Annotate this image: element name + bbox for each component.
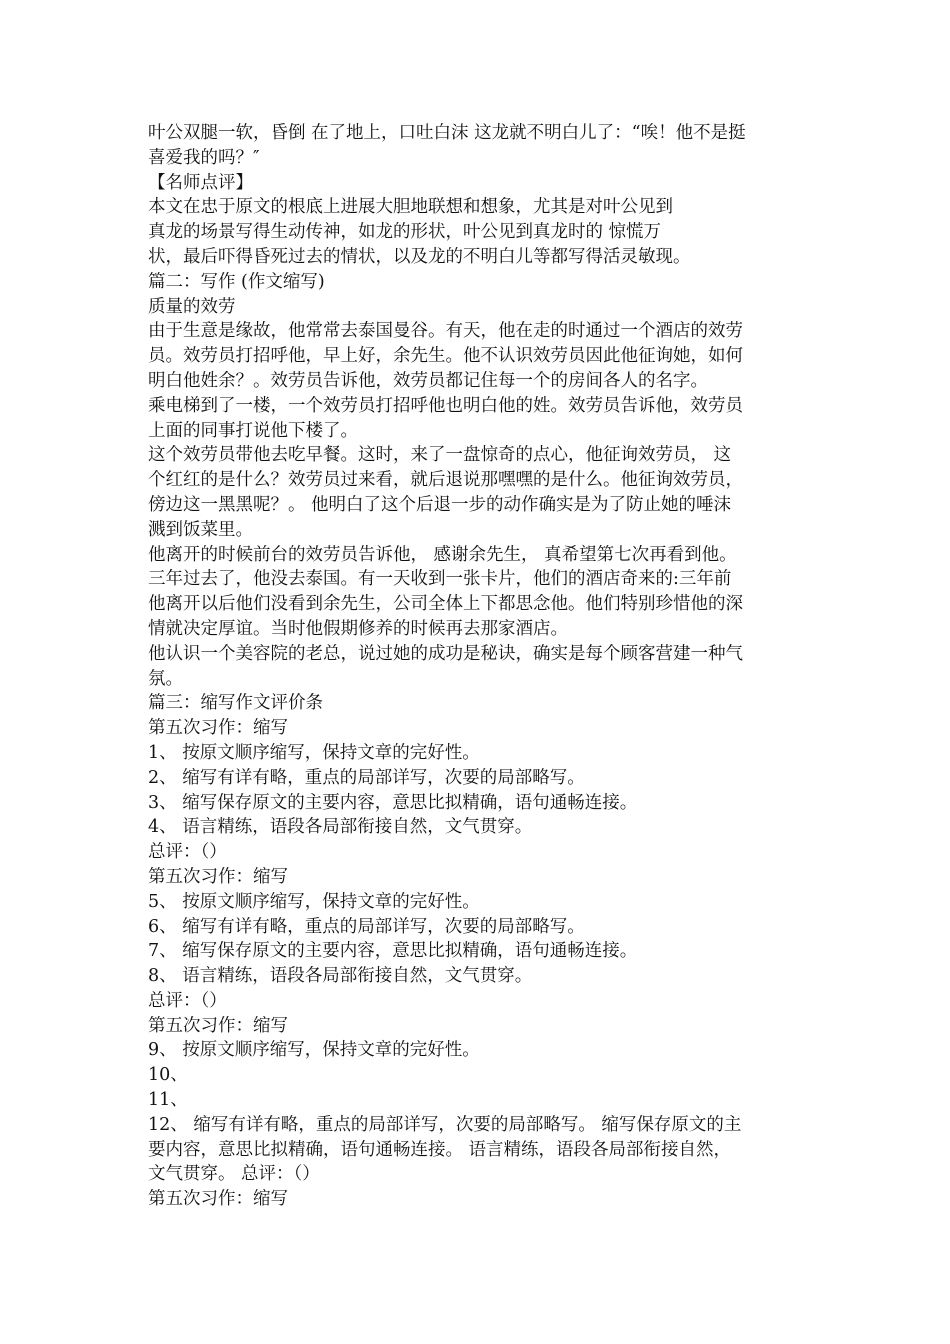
text-line: 傍边这一黑黑呢？。 他明白了这个后退一步的动作确实是为了防止她的唾沫 — [148, 494, 732, 515]
text-line: 情就决定厚谊。当时他假期修养的时候再去那家酒店。 — [148, 618, 568, 639]
text-line: 他离开的时候前台的效劳员告诉他， 感谢余先生， 真希望第七次再看到他。 — [148, 544, 737, 565]
list-item: 1、 按原文顺序缩写，保持文章的完好性。 — [148, 742, 480, 763]
text-line: 叶公双腿一软，昏倒 在了地上，口吐白沫 这龙就不明白儿了：“唉！他不是挺 — [148, 123, 746, 143]
document-body — [148, 121, 808, 1212]
article-title: 质量的效劳 — [148, 296, 236, 317]
text-line: 上面的同事打说他下楼了。 — [148, 420, 358, 441]
list-item: 5、 按原文顺序缩写，保持文章的完好性。 — [148, 891, 480, 912]
list-item: 9、 按原文顺序缩写，保持文章的完好性。 — [148, 1040, 480, 1061]
text-line: 他离开以后他们没看到余先生，公司全体上下都思念他。他们特别珍惜他的深 — [148, 594, 743, 615]
total-score-line: 总评：（） — [148, 990, 227, 1011]
text-line: 这个效劳员带他去吃早餐。这时，来了一盘惊奇的点心，他征询效劳员， 这 — [148, 445, 732, 466]
subsection-heading: 第五次习作：缩写 — [148, 866, 288, 887]
section-heading: 篇三：缩写作文评价条 — [148, 693, 323, 714]
text-line: 溅到饭菜里。 — [148, 519, 253, 540]
text-line: 他认识一个美容院的老总，说过她的成功是秘诀，确实是每个顾客营建一种气 — [148, 643, 743, 664]
list-item: 8、 语言精练，语段各局部衔接自然，文气贯穿。 — [148, 966, 533, 987]
list-item: 3、 缩写保存原文的主要内容，意思比拟精确，语句通畅连接。 — [148, 792, 638, 813]
text-line: 个红红的是什么？效劳员过来看，就后退说那嘿嘿的是什么。他征询效劳员， — [148, 470, 743, 491]
text-line: 喜爱我的吗？″ — [148, 147, 260, 168]
text-line: 明白他姓余？。效劳员告诉他，效劳员都记住每一个的房间各人的名字。 — [148, 370, 708, 391]
list-item: 10、 — [148, 1065, 188, 1086]
subsection-heading: 第五次习作：缩写 — [148, 1189, 288, 1210]
text-line: 由于生意是缘故，他常常去泰国曼谷。有天，他在走的时通过一个酒店的效劳 — [148, 321, 743, 342]
list-item: 12、 缩写有详有略，重点的局部详写，次要的局部略写。 缩写保存原文的主 — [148, 1114, 742, 1135]
subsection-heading: 第五次习作：缩写 — [148, 1015, 288, 1036]
total-score-line: 总评：（） — [148, 842, 227, 863]
text-line: 文气贯穿。 总评：（） — [148, 1164, 320, 1185]
subsection-heading: 第五次习作：缩写 — [148, 718, 288, 739]
text-line: 本文在忠于原文的根底上进展大胆地联想和想象，尤其是对叶公见到 — [148, 197, 673, 218]
text-line: 三年过去了，他没去泰国。有一天收到一张卡片，他们的酒店奇来的:三年前 — [148, 569, 732, 590]
section-heading: 篇二：写作 (作文缩写) — [148, 271, 325, 292]
list-item: 2、 缩写有详有略，重点的局部详写，次要的局部略写。 — [148, 767, 585, 788]
text-line: 员。效劳员打招呼他，早上好，余先生。他不认识效劳员因此他征询她，如何 — [148, 346, 743, 367]
list-item: 7、 缩写保存原文的主要内容，意思比拟精确，语句通畅连接。 — [148, 941, 638, 962]
text-line: 乘电梯到了一楼，一个效劳员打招呼他也明白他的姓。效劳员告诉他，效劳员 — [148, 395, 743, 416]
section-heading: 【名师点评】 — [148, 172, 253, 193]
text-line: 状，最后吓得昏死过去的情状，以及龙的不明白儿等都写得活灵敏现。 — [148, 246, 691, 267]
list-item: 11、 — [148, 1090, 188, 1111]
text-line: 要内容，意思比拟精确，语句通畅连接。 语言精练，语段各局部衔接自然， — [148, 1139, 732, 1160]
list-item: 6、 缩写有详有略，重点的局部详写，次要的局部略写。 — [148, 916, 585, 937]
text-line: 氛。 — [148, 668, 183, 689]
text-line: 真龙的场景写得生动传神，如龙的形状，叶公见到真龙时的 惊慌万 — [148, 222, 662, 243]
list-item: 4、 语言精练，语段各局部衔接自然，文气贯穿。 — [148, 817, 533, 838]
